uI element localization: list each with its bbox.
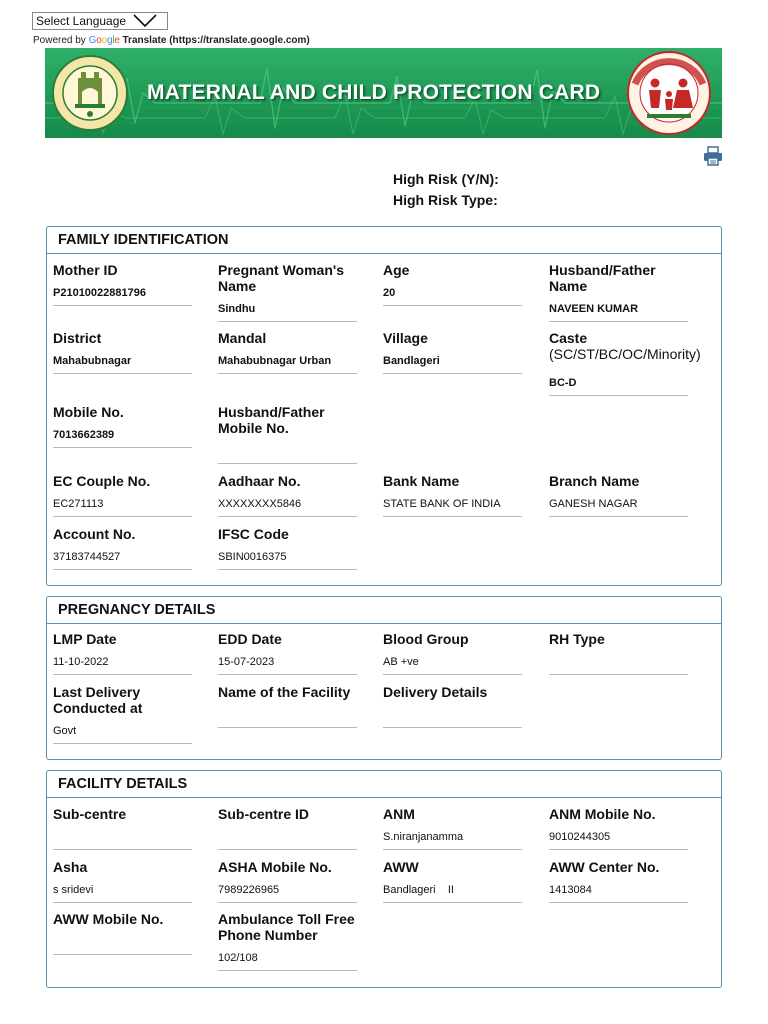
field-value: Bandlageri <box>383 355 440 367</box>
field-value: 15-07-2023 <box>218 656 275 668</box>
field-value: 20 <box>383 287 396 299</box>
asha-mobile-field <box>218 859 357 896</box>
powered-by-text: Powered by <box>33 35 86 46</box>
mother-id-field <box>53 262 192 299</box>
field-value: EC271113 <box>53 498 104 510</box>
field-underline <box>53 569 192 570</box>
husband-mobile-field <box>218 404 357 436</box>
field-underline <box>218 516 357 517</box>
field-underline <box>383 305 522 306</box>
field-underline <box>53 516 192 517</box>
field-label: ANM Mobile No. <box>549 806 656 822</box>
chevron-down-icon <box>133 14 157 28</box>
field-underline <box>53 954 192 955</box>
account-field <box>53 526 192 563</box>
field-value: AB +ve <box>383 656 419 668</box>
caste-field <box>549 330 701 389</box>
field-underline <box>218 902 357 903</box>
last-delivery-field <box>53 684 192 737</box>
ifsc-field <box>218 526 357 563</box>
field-value: 7013662389 <box>53 429 115 441</box>
field-label: Aadhaar No. <box>218 473 301 489</box>
field-label: Mother ID <box>53 262 118 278</box>
field-label: ASHA Mobile No. <box>218 859 332 875</box>
field-label: District <box>53 330 102 346</box>
lmp-date-field <box>53 631 192 668</box>
ambulance-field <box>218 911 357 964</box>
field-value: 1413084 <box>549 884 592 896</box>
field-value: XXXXXXXX5846 <box>218 498 302 510</box>
bank-name-field <box>383 473 522 510</box>
field-underline <box>549 849 688 850</box>
field-label: Pregnant Woman's Name <box>218 262 344 294</box>
field-label: Mobile No. <box>53 404 124 420</box>
mobile-field <box>53 404 192 441</box>
field-value: Bandlageri II <box>383 884 454 896</box>
facility-name-field <box>218 684 357 700</box>
field-underline <box>549 395 688 396</box>
field-value: GANESH NAGAR <box>549 498 638 510</box>
field-label: Name of the Facility <box>218 684 351 700</box>
field-underline <box>549 516 688 517</box>
aww-center-field <box>549 859 688 896</box>
field-label: Asha <box>53 859 88 875</box>
printer-icon[interactable] <box>703 146 723 166</box>
field-value: BC-D <box>549 377 577 389</box>
field-underline <box>53 849 192 850</box>
high-risk-type-label: High Risk Type: <box>393 192 498 208</box>
field-label: Branch Name <box>549 473 640 489</box>
field-underline <box>218 569 357 570</box>
district-field <box>53 330 192 367</box>
field-label: AWW Mobile No. <box>53 911 164 927</box>
high-risk-label: High Risk (Y/N): <box>393 171 499 187</box>
telangana-emblem-icon <box>51 54 129 132</box>
age-field <box>383 262 522 299</box>
field-value: SBIN0016375 <box>218 551 287 563</box>
branch-name-field <box>549 473 688 510</box>
field-value: STATE BANK OF INDIA <box>383 498 501 510</box>
field-value: 7989226965 <box>218 884 280 896</box>
page-title: MATERNAL AND CHILD PROTECTION CARD <box>147 81 601 104</box>
field-underline <box>53 743 192 744</box>
blood-group-field <box>383 631 522 668</box>
aadhaar-field <box>218 473 357 510</box>
field-underline <box>218 674 357 675</box>
field-label: Account No. <box>53 526 136 542</box>
caste-options-note: (SC/ST/BC/OC/Minority) <box>549 346 701 362</box>
translate-link[interactable]: Translate (https://translate.google.com) <box>122 35 310 46</box>
field-value: 9010244305 <box>549 831 611 843</box>
anm-field <box>383 806 522 843</box>
field-value: NAVEEN KUMAR <box>549 303 639 315</box>
field-label: Village <box>383 330 428 346</box>
field-label: Blood Group <box>383 631 469 647</box>
delivery-details-field <box>383 684 522 700</box>
field-label: Sub-centre ID <box>218 806 310 822</box>
field-underline <box>218 970 357 971</box>
field-underline <box>549 674 688 675</box>
sub-centre-id-field <box>218 806 357 822</box>
village-field <box>383 330 522 367</box>
field-underline <box>53 305 192 306</box>
field-underline <box>549 902 688 903</box>
field-value: s sridevi <box>53 884 94 896</box>
field-label: AWW <box>383 859 419 875</box>
mandal-field <box>218 330 357 367</box>
field-underline <box>53 902 192 903</box>
field-label: Mandal <box>218 330 267 346</box>
field-value: 11-10-2022 <box>53 656 109 668</box>
edd-date-field <box>218 631 357 668</box>
field-value: Mahabubnagar Urban <box>218 355 332 367</box>
aww-mobile-field <box>53 911 192 927</box>
field-underline <box>383 373 522 374</box>
field-underline <box>218 321 357 322</box>
powered-by-google <box>33 35 310 46</box>
field-underline <box>383 674 522 675</box>
ec-couple-field <box>53 473 192 510</box>
field-label: Bank Name <box>383 473 460 489</box>
field-label: Age <box>383 262 410 278</box>
google-logo: Google <box>88 35 120 46</box>
nhm-logo-icon <box>617 50 721 136</box>
asha-field <box>53 859 192 896</box>
field-label: Husband/Father Mobile No. <box>218 404 325 436</box>
field-underline <box>53 373 192 374</box>
field-underline <box>53 447 192 448</box>
field-label: LMP Date <box>53 631 117 647</box>
field-label: Last Delivery Conducted at <box>53 684 143 716</box>
facility-details-section <box>46 770 722 988</box>
field-value: 102/108 <box>218 952 258 964</box>
language-select-label: Select Language <box>36 14 127 28</box>
section-title: FAMILY IDENTIFICATION <box>47 227 721 254</box>
anm-mobile-field <box>549 806 688 843</box>
field-label: Husband/Father Name <box>549 262 656 294</box>
field-value: Mahabubnagar <box>53 355 132 367</box>
field-underline <box>383 849 522 850</box>
aww-field <box>383 859 522 896</box>
field-label: EDD Date <box>218 631 282 647</box>
field-label: Caste <box>549 330 588 346</box>
field-label: AWW Center No. <box>549 859 660 875</box>
family-identification-section <box>46 226 722 586</box>
field-underline <box>53 674 192 675</box>
section-title: FACILITY DETAILS <box>47 771 721 798</box>
field-underline <box>218 373 357 374</box>
field-underline <box>383 516 522 517</box>
field-value: Sindhu <box>218 303 256 315</box>
husband-name-field <box>549 262 688 315</box>
field-underline <box>218 849 357 850</box>
field-underline <box>383 727 522 728</box>
field-underline <box>549 321 688 322</box>
field-value: Govt <box>53 725 77 737</box>
field-label: RH Type <box>549 631 605 647</box>
field-underline <box>383 902 522 903</box>
rh-type-field <box>549 631 688 647</box>
header-banner <box>45 48 722 138</box>
language-select[interactable] <box>32 12 168 30</box>
field-value: P21010022881796 <box>53 287 146 299</box>
field-underline <box>218 463 357 464</box>
field-label: IFSC Code <box>218 526 289 542</box>
field-value: 37183744527 <box>53 551 121 563</box>
woman-name-field <box>218 262 357 315</box>
section-title: PREGNANCY DETAILS <box>47 597 721 624</box>
field-label: Delivery Details <box>383 684 488 700</box>
field-label: Ambulance Toll Free Phone Number <box>218 911 355 943</box>
sub-centre-field <box>53 806 192 822</box>
field-label: Sub-centre <box>53 806 127 822</box>
field-label: ANM <box>383 806 415 822</box>
field-label: EC Couple No. <box>53 473 151 489</box>
pregnancy-details-section <box>46 596 722 760</box>
field-underline <box>218 727 357 728</box>
field-value: S.niranjanamma <box>383 831 464 843</box>
